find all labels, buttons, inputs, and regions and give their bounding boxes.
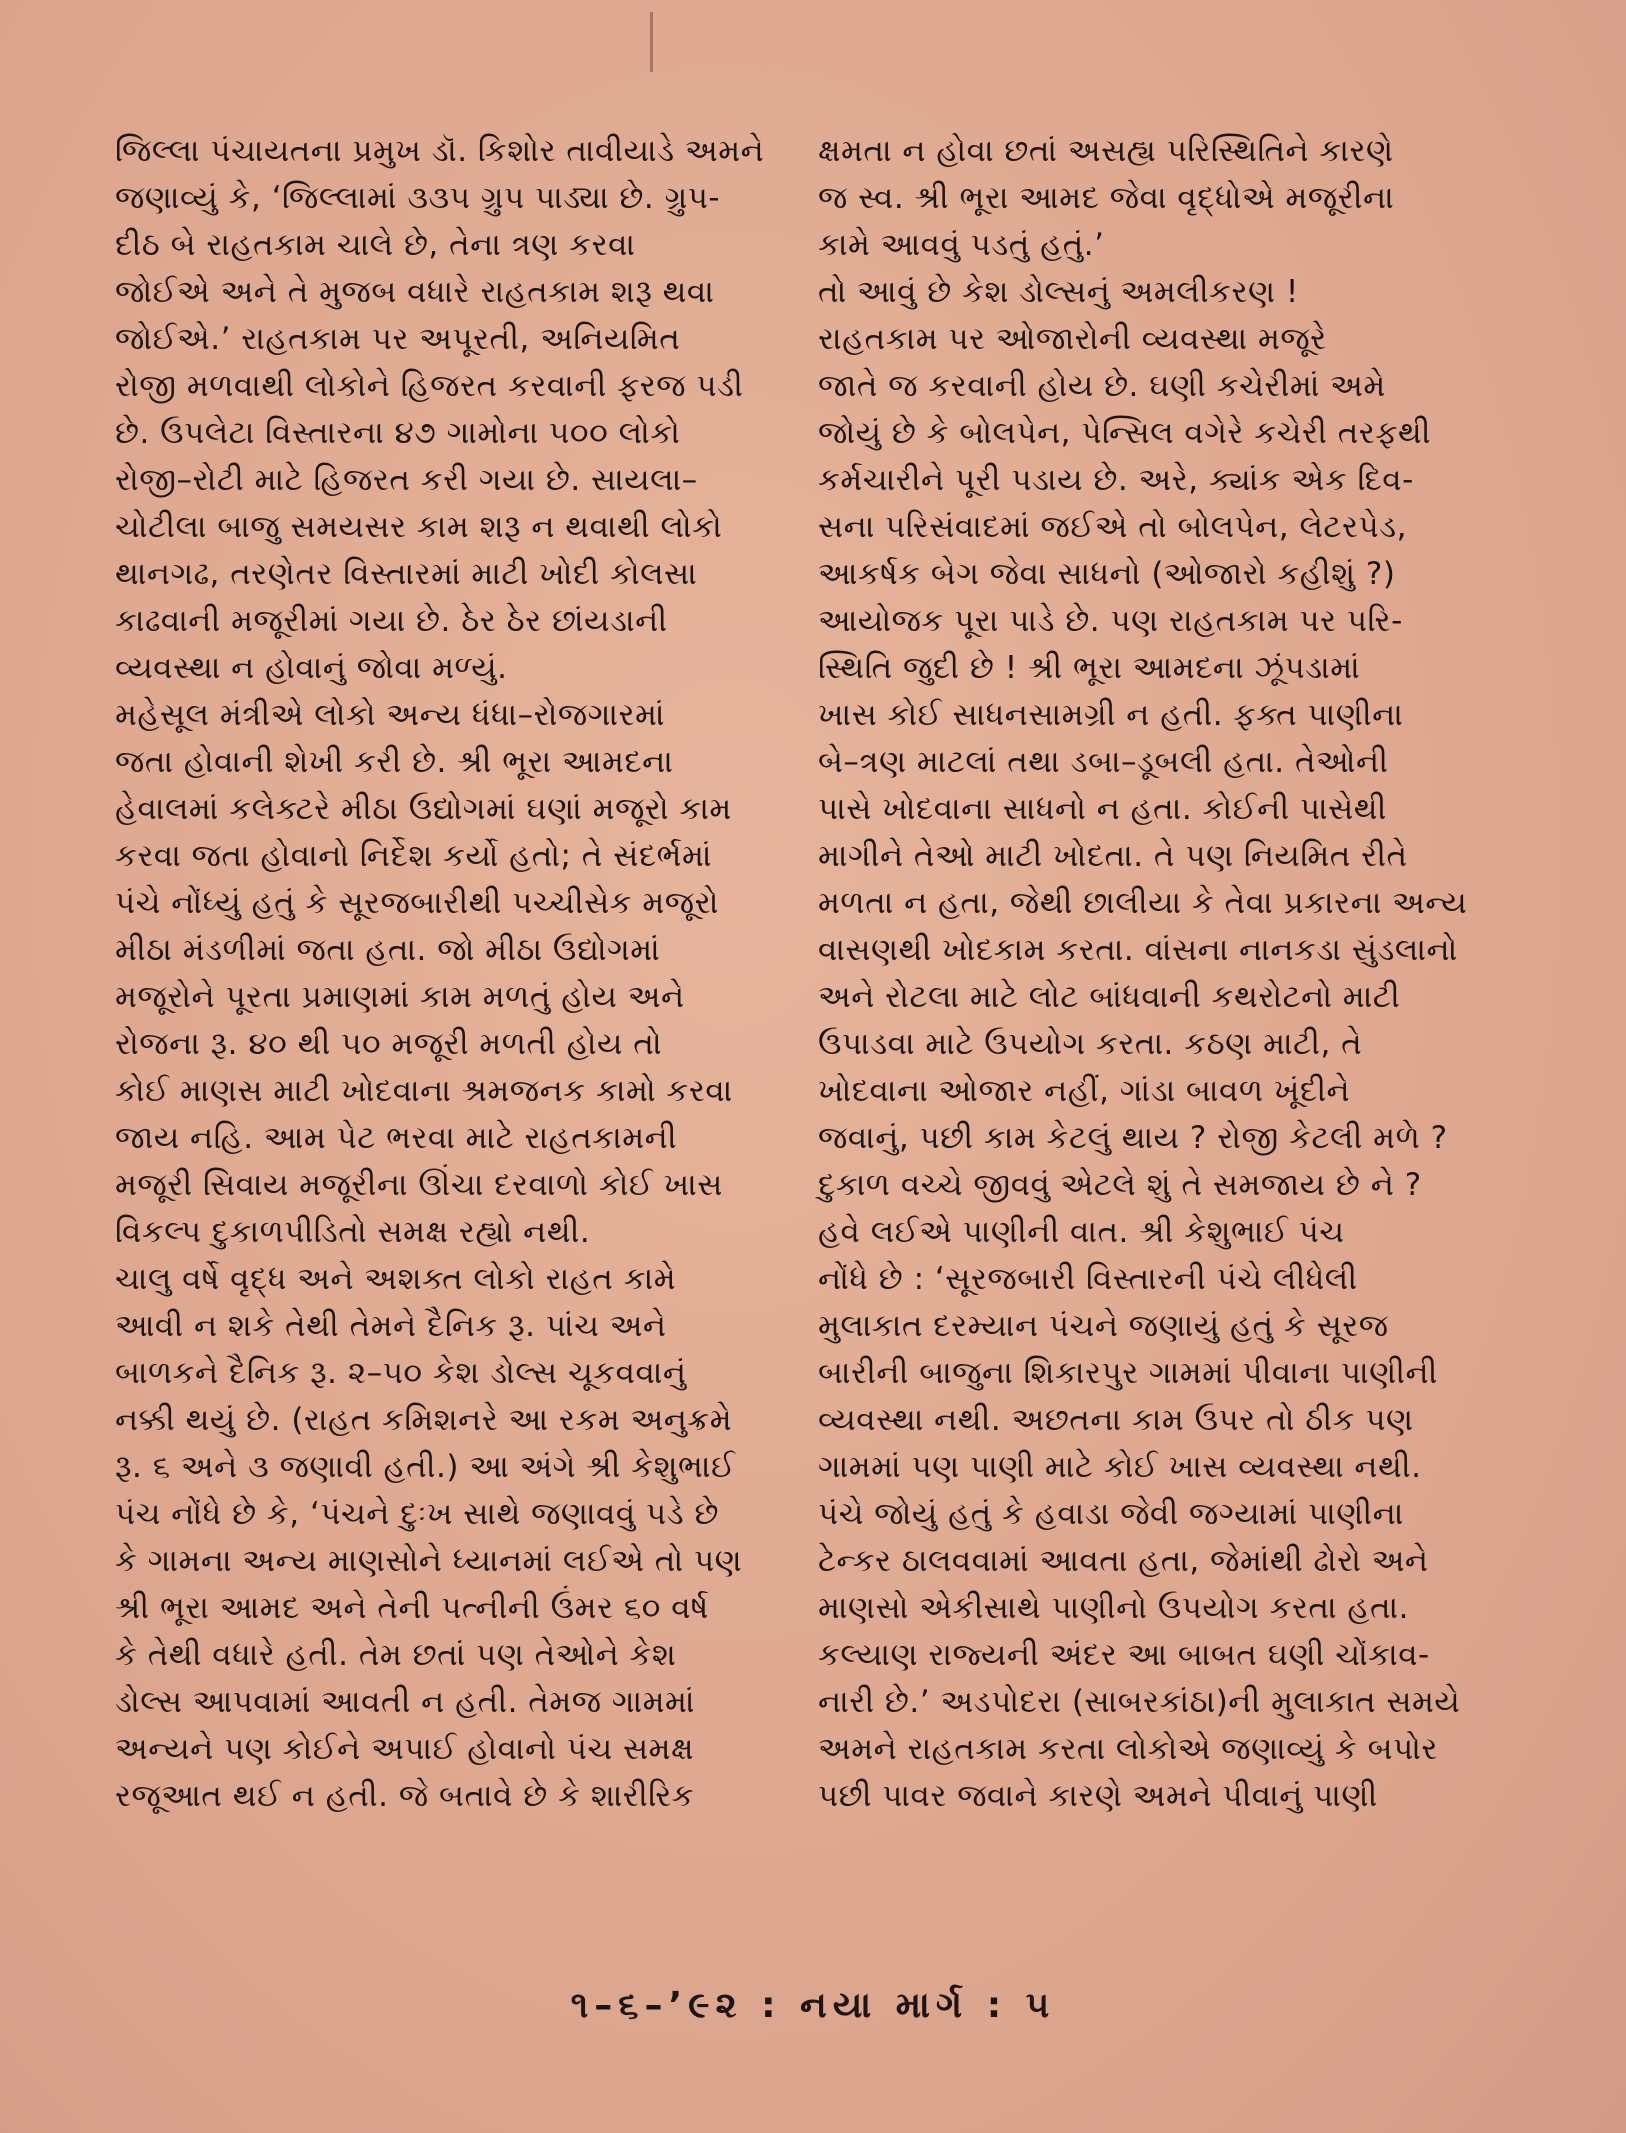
paragraph: મહેસૂલ મંત્રીએ લોકો અન્ય ધંધા–રોજગારમાં જતા હોવાની શેખી કરી છે. શ્રી ભૂરા આમદના હેવાલમાં કલેક્ટરે મીઠા ઉદ્યોગમાં ઘણાં મજૂરો કામ કરવા જતા હોવાનો નિર્દેશ કર્યો હતો; તે સંદર્ભમાં પંચે નોંધ્યું હતું કે સૂરજબારીથી પચ્ચીસેક મજૂરો મીઠા મંડળીમાં જતા હતા. જો મીઠા ઉદ્યોગમાં મજૂરોને પૂરતા પ્રમાણમાં કામ મળતું હોય અને રોજના રૂ. ૪૦ થી ૫૦ મજૂરી મળતી હોય તો કોઈ માણસ માટી ખોદવાના શ્રમજનક કામો કરવા જાય નહિ. આમ પેટ ભરવા માટે રાહતકામની મજૂરી સિવાય મજૂરીના ઊંચા દરવાળો કોઈ ખાસ વિકલ્પ દુકાળપીડિતો સમક્ષ રહ્યો નથી. (115, 697, 733, 1250)
page-crease-mark (650, 12, 653, 72)
paragraph: ચાલુ વર્ષે વૃદ્ધ અને અશક્ત લોકો રાહત કામે આવી ન શકે તેથી તેમને દૈનિક રૂ. પાંચ અને બાળકને દૈનિક રૂ. ૨–૫૦ કેશ ડોલ્સ ચૂકવવાનું નક્કી થયું છે. (રાહત કમિશનરે આ રકમ અનુક્રમે રૂ. ૬ અને ૩ જણાવી હતી.) આ અંગે શ્રી કેશુભાઈ પંચ નોંધે છે કે, ‘પંચને દુઃખ સાથે જણાવવું પડે છે કે ગામના અન્ય માણસોને ધ્યાનમાં લઈએ તો પણ શ્રી ભૂરા આમદ અને તેની પત્નીની ઉંમર ૬૦ વર્ષ કે તેથી વધારે હતી. તેમ છતાં પણ તેઓને કેશ ડોલ્સ આપવામાં આવતી ન હતી. તેમજ ગામમાં અન્યને પણ કોઈને અપાઈ હોવાનો પંચ સમક્ષ રજૂઆત થઈ ન હતી. જે બતાવે છે કે શારીરિક (115, 1261, 743, 1814)
paragraph: હવે લઈએ પાણીની વાત. શ્રી કેશુભાઈ પંચ નોંધે છે : ‘સૂરજબારી વિસ્તારની પંચે લીધેલી મુલાકાત દરમ્યાન પંચને જણાયું હતું કે સૂરજ બારીની બાજુના શિકારપુર ગામમાં પીવાના પાણીની વ્યવસ્થા નથી. અછતના કામ ઉપર તો ઠીક પણ ગામમાં પણ પાણી માટે કોઈ ખાસ વ્યવસ્થા નથી. પંચે જોયું હતું કે હવાડા જેવી જગ્યામાં પાણીના ટેન્કર ઠાલવવામાં આવતા હતા, જેમાંથી ઢોરો અને માણસો એકીસાથે પાણીનો ઉપયોગ કરતા હતા. કલ્યાણ રાજ્યની અંદર આ બાબત ઘણી ચોંકાવ- નારી છે.’ અડપોદરા (સાબરકાંઠા)ની મુલાકાત સમયે અમને રાહતકામ કરતા લોકોએ જણાવ્યું કે બપોર પછી પાવર જવાને કારણે અમને પીવાનું પાણી (818, 1214, 1461, 1814)
paragraph: ક્ષમતા ન હોવા છતાં અસહ્ય પરિસ્થિતિને કારણે જ સ્વ. શ્રી ભૂરા આમદ જેવા વૃદ્ધોએ મજૂરીના કામે આવવું પડતું હતું.’ (818, 133, 1395, 263)
paragraph: તો આવું છે કેશ ડોલ્સનું અમલીકરણ ! (818, 274, 1299, 310)
paragraph: જિલ્લા પંચાયતના પ્રમુખ ડૉ. કિશોર તાવીયાડે અમને જણાવ્યું કે, ‘જિલ્લામાં ૩૩૫ ગ્રુપ પાડ્યા છે. ગ્રુપ- દીઠ બે રાહતકામ ચાલે છે, તેના ત્રણ કરવા જોઈએ અને તે મુજબ વધારે રાહતકામ શરૂ થવા જોઈએ.’ રાહતકામ પર અપૂરતી, અનિયમિત રોજી મળવાથી લોકોને હિજરત કરવાની ફરજ પડી છે. ઉપલેટા વિસ્તારના ૪૭ ગામોના ૫૦૦ લોકો રોજી–રોટી માટે હિજરત કરી ગયા છે. સાયલા– ચોટીલા બાજુ સમયસર કામ શરૂ ન થવાથી લોકો થાનગઢ, તરણેતર વિસ્તારમાં માટી ખોદી કોલસા કાઢવાની મજૂરીમાં ગયા છે. ઠેર ઠેર છાંયડાની વ્યવસ્થા ન હોવાનું જોવા મળ્યું. (115, 133, 765, 686)
page-footer: ૧–૬–’૯૨ : નયા માર્ગ : ૫ (570, 1985, 1056, 2026)
right-column (818, 128, 1518, 1820)
left-column (115, 128, 805, 1820)
paragraph: રાહતકામ પર ઓજારોની વ્યવસ્થા મજૂરે જાતે જ કરવાની હોય છે. ઘણી કચેરીમાં અમે જોયું છે કે બોલપેન, પેન્સિલ વગેરે કચેરી તરફથી કર્મચારીને પૂરી પડાય છે. અરે, ક્યાંક એક દિવ- સના પરિસંવાદમાં જઈએ તો બોલપેન, લેટરપેડ, આકર્ષક બેગ જેવા સાધનો (ઓજારો કહીશું ?) આયોજક પૂરા પાડે છે. પણ રાહતકામ પર પરિ- સ્થિતિ જુદી છે ! શ્રી ભૂરા આમદના ઝૂંપડામાં ખાસ કોઈ સાધનસામગ્રી ન હતી. ફક્ત પાણીના બે–ત્રણ માટલાં તથા ડબા–ડૂબલી હતા. તેઓની પાસે ખોદવાના સાધનો ન હતા. કોઈની પાસેથી માગીને તેઓ માટી ખોદતા. તે પણ નિયમિત રીતે મળતા ન હતા, જેથી છાલીયા કે તેવા પ્રકારના અન્ય વાસણથી ખોદકામ કરતા. વાંસના નાનકડા સુંડલાનો અને રોટલા માટે લોટ બાંધવાની કથરોટનો માટી ઉપાડવા માટે ઉપયોગ કરતા. કઠણ માટી, તે ખોદવાના ઓજાર નહીં, ગાંડા બાવળ ખૂંદીને જવાનું, પછી કામ કેટલું થાય ? રોજી કેટલી મળે ? દુકાળ વચ્ચે જીવવું એટલે શું તે સમજાય છે ને ? (818, 321, 1468, 1203)
